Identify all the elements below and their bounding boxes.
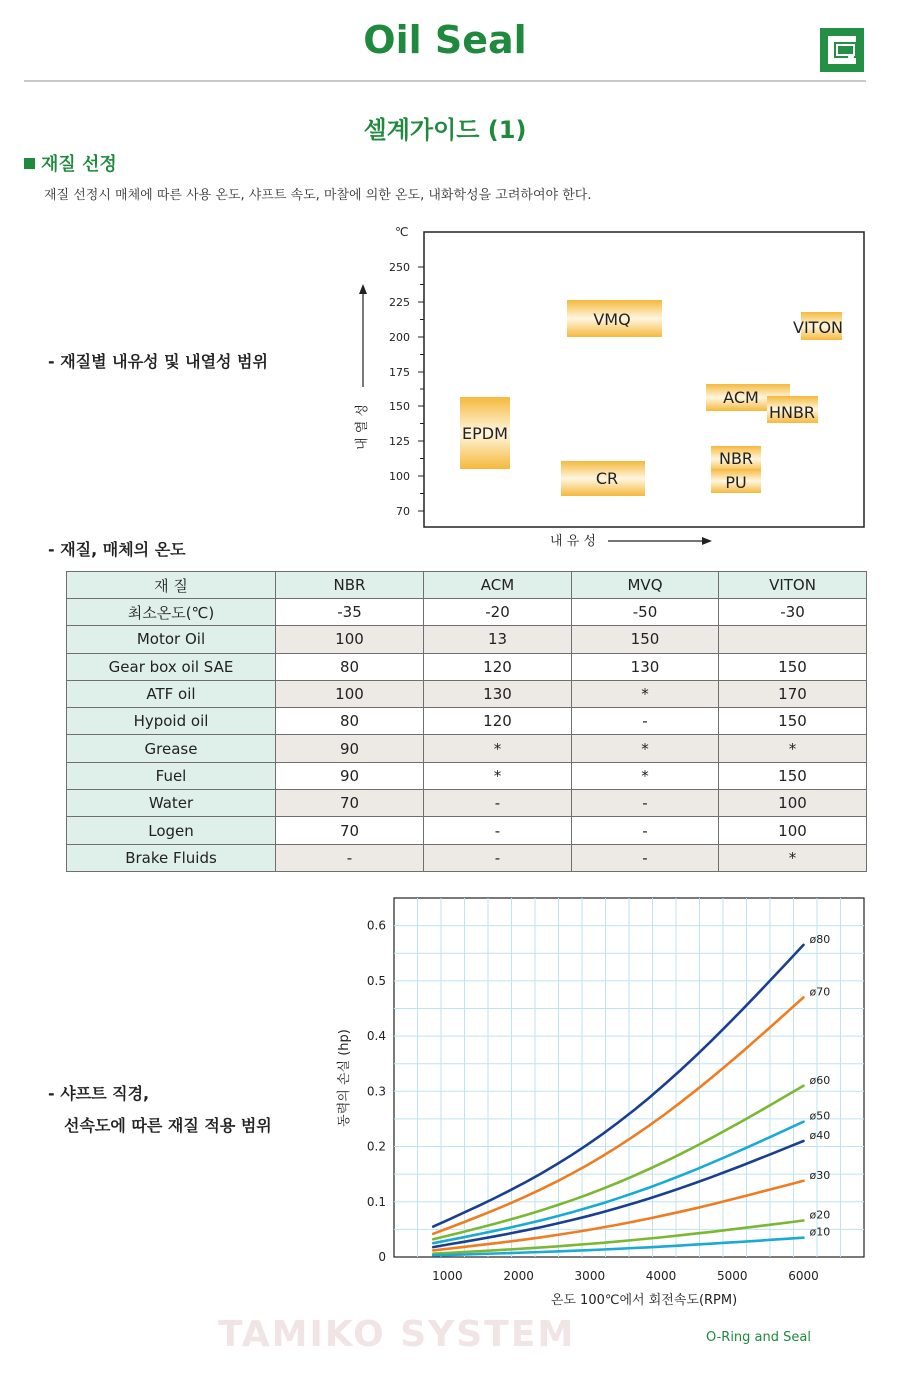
range-band-label: NBR bbox=[718, 449, 754, 468]
x-arrow-head-icon bbox=[702, 537, 712, 545]
table-cell: - bbox=[572, 817, 719, 844]
series-label: ø50 bbox=[809, 1109, 831, 1123]
table-cell: 170 bbox=[719, 680, 867, 707]
table-cell: * bbox=[719, 735, 867, 762]
oil-seal-logo-icon bbox=[820, 28, 864, 72]
table-cell: - bbox=[424, 790, 572, 817]
table-cell: - bbox=[572, 790, 719, 817]
table-cell: - bbox=[276, 844, 424, 871]
table-header: VITON bbox=[719, 572, 867, 599]
table-cell: 130 bbox=[572, 653, 719, 680]
range-y-tick-label: 150 bbox=[389, 400, 410, 413]
table-cell: -50 bbox=[572, 599, 719, 626]
table-cell: 80 bbox=[276, 708, 424, 735]
range-band-label: CR bbox=[595, 469, 619, 488]
table-row bbox=[67, 844, 867, 871]
y-tick-label: 0.4 bbox=[366, 1029, 386, 1044]
y-tick-label: 0.1 bbox=[366, 1194, 386, 1209]
medium-cell: ATF oil bbox=[67, 680, 276, 707]
table-cell: 70 bbox=[276, 790, 424, 817]
table-cell: 80 bbox=[276, 653, 424, 680]
table-header-row bbox=[67, 572, 867, 599]
table-cell: - bbox=[424, 817, 572, 844]
page-title: Oil Seal bbox=[363, 18, 527, 62]
range-unit-label: ℃ bbox=[395, 225, 409, 239]
table-cell: - bbox=[572, 844, 719, 871]
table-cell: 90 bbox=[276, 735, 424, 762]
table-row bbox=[67, 735, 867, 762]
watermark-text: TAMIKO SYSTEM bbox=[218, 1314, 576, 1355]
heading-text: 재질 선정 bbox=[41, 154, 117, 175]
table-cell: -35 bbox=[276, 599, 424, 626]
range-band-label: PU bbox=[725, 473, 747, 492]
medium-cell: Fuel bbox=[67, 762, 276, 789]
footer-brand: O-Ring and Seal bbox=[706, 1330, 811, 1345]
range-ylabel: 내 열 성 bbox=[355, 404, 370, 450]
medium-cell: Water bbox=[67, 790, 276, 817]
table-cell: * bbox=[424, 762, 572, 789]
table-cell: 13 bbox=[424, 626, 572, 653]
table-cell bbox=[719, 626, 867, 653]
table-cell: 100 bbox=[276, 680, 424, 707]
table-cell: 100 bbox=[276, 626, 424, 653]
range-chart-label: - 재질별 내유성 및 내열성 범위 bbox=[48, 352, 268, 371]
x-tick-label: 3000 bbox=[574, 1269, 606, 1283]
range-y-tick-label: 100 bbox=[389, 470, 410, 483]
table-cell: 150 bbox=[572, 626, 719, 653]
table-header: MVQ bbox=[572, 572, 719, 599]
range-band-label: VMQ bbox=[593, 310, 631, 329]
table-row bbox=[67, 790, 867, 817]
power-ylabel: 동력의 손실 (hp) bbox=[337, 1029, 352, 1127]
medium-cell: Hypoid oil bbox=[67, 708, 276, 735]
table-cell: 150 bbox=[719, 653, 867, 680]
table-row bbox=[67, 599, 867, 626]
range-xlabel: 내 유 성 bbox=[550, 534, 596, 549]
table-cell: 90 bbox=[276, 762, 424, 789]
table-cell: -30 bbox=[719, 599, 867, 626]
material-range-chart bbox=[340, 222, 880, 554]
power-chart-label-line2: 선속도에 따른 재질 적용 범위 bbox=[64, 1116, 272, 1135]
temp-table-label: - 재질, 매체의 온도 bbox=[48, 540, 186, 559]
table-cell: * bbox=[572, 762, 719, 789]
series-label: ø30 bbox=[809, 1168, 831, 1182]
x-tick-label: 2000 bbox=[503, 1269, 534, 1283]
table-row bbox=[67, 653, 867, 680]
range-band-label: ACM bbox=[723, 388, 759, 407]
table-cell: 120 bbox=[424, 653, 572, 680]
section-title: 셀계가이드 (1) bbox=[363, 116, 527, 144]
series-label: ø70 bbox=[809, 985, 831, 999]
table-cell: * bbox=[424, 735, 572, 762]
table-cell: * bbox=[572, 680, 719, 707]
y-tick-label: 0.2 bbox=[366, 1139, 386, 1154]
table-row bbox=[67, 626, 867, 653]
table-cell: * bbox=[572, 735, 719, 762]
range-y-tick-label: 175 bbox=[389, 366, 410, 379]
temperature-table bbox=[66, 571, 867, 872]
y-tick-label: 0.3 bbox=[366, 1084, 386, 1099]
range-band-label: EPDM bbox=[462, 424, 508, 443]
y-tick-label: 0.6 bbox=[366, 918, 386, 933]
medium-cell: Gear box oil SAE bbox=[67, 653, 276, 680]
series-label: ø40 bbox=[809, 1129, 831, 1143]
series-label: ø10 bbox=[809, 1225, 831, 1239]
title-divider bbox=[24, 80, 866, 82]
table-header: ACM bbox=[424, 572, 572, 599]
series-label: ø60 bbox=[809, 1073, 831, 1087]
table-cell: -20 bbox=[424, 599, 572, 626]
range-y-tick-label: 200 bbox=[389, 331, 410, 344]
table-cell: 120 bbox=[424, 708, 572, 735]
series-label: ø20 bbox=[809, 1208, 831, 1222]
medium-cell: Motor Oil bbox=[67, 626, 276, 653]
table-cell: - bbox=[572, 708, 719, 735]
table-cell: 100 bbox=[719, 817, 867, 844]
table-header: NBR bbox=[276, 572, 424, 599]
table-cell: 70 bbox=[276, 817, 424, 844]
medium-cell: 최소온도(℃) bbox=[67, 599, 276, 626]
medium-cell: Grease bbox=[67, 735, 276, 762]
table-row bbox=[67, 762, 867, 789]
table-cell: * bbox=[719, 844, 867, 871]
bullet-square-icon bbox=[24, 158, 35, 169]
range-y-tick-label: 225 bbox=[389, 296, 410, 309]
x-tick-label: 6000 bbox=[788, 1269, 819, 1283]
range-y-tick-label: 70 bbox=[396, 505, 410, 518]
intro-text: 재질 선정시 매체에 따른 사용 온도, 샤프트 속도, 마찰에 의한 온도, 내화학성을 고려하여야 한다. bbox=[44, 188, 592, 203]
table-cell: - bbox=[424, 844, 572, 871]
table-cell: 150 bbox=[719, 762, 867, 789]
table-row bbox=[67, 708, 867, 735]
section-heading bbox=[24, 150, 117, 176]
range-band-label: VITON bbox=[793, 318, 843, 337]
medium-cell: Brake Fluids bbox=[67, 844, 276, 871]
x-tick-label: 1000 bbox=[432, 1269, 463, 1283]
range-band-label: HNBR bbox=[768, 403, 816, 422]
range-y-tick-label: 125 bbox=[389, 435, 410, 448]
table-header: 재 질 bbox=[67, 572, 276, 599]
y-arrow-head-icon bbox=[359, 284, 367, 294]
y-tick-label: 0 bbox=[378, 1250, 386, 1264]
table-row bbox=[67, 817, 867, 844]
range-y-tick-label: 250 bbox=[389, 261, 410, 274]
x-tick-label: 4000 bbox=[645, 1269, 677, 1283]
table-cell: 150 bbox=[719, 708, 867, 735]
series-label: ø80 bbox=[809, 932, 831, 946]
x-tick-label: 5000 bbox=[716, 1269, 748, 1283]
power-loss-chart bbox=[330, 890, 880, 1315]
table-cell: 130 bbox=[424, 680, 572, 707]
power-chart-label-line1: - 샤프트 직경, bbox=[48, 1084, 150, 1103]
y-tick-label: 0.5 bbox=[366, 973, 386, 988]
table-row bbox=[67, 680, 867, 707]
power-xlabel: 온도 100℃에서 회전속도(RPM) bbox=[550, 1293, 738, 1308]
table-cell: 100 bbox=[719, 790, 867, 817]
medium-cell: Logen bbox=[67, 817, 276, 844]
